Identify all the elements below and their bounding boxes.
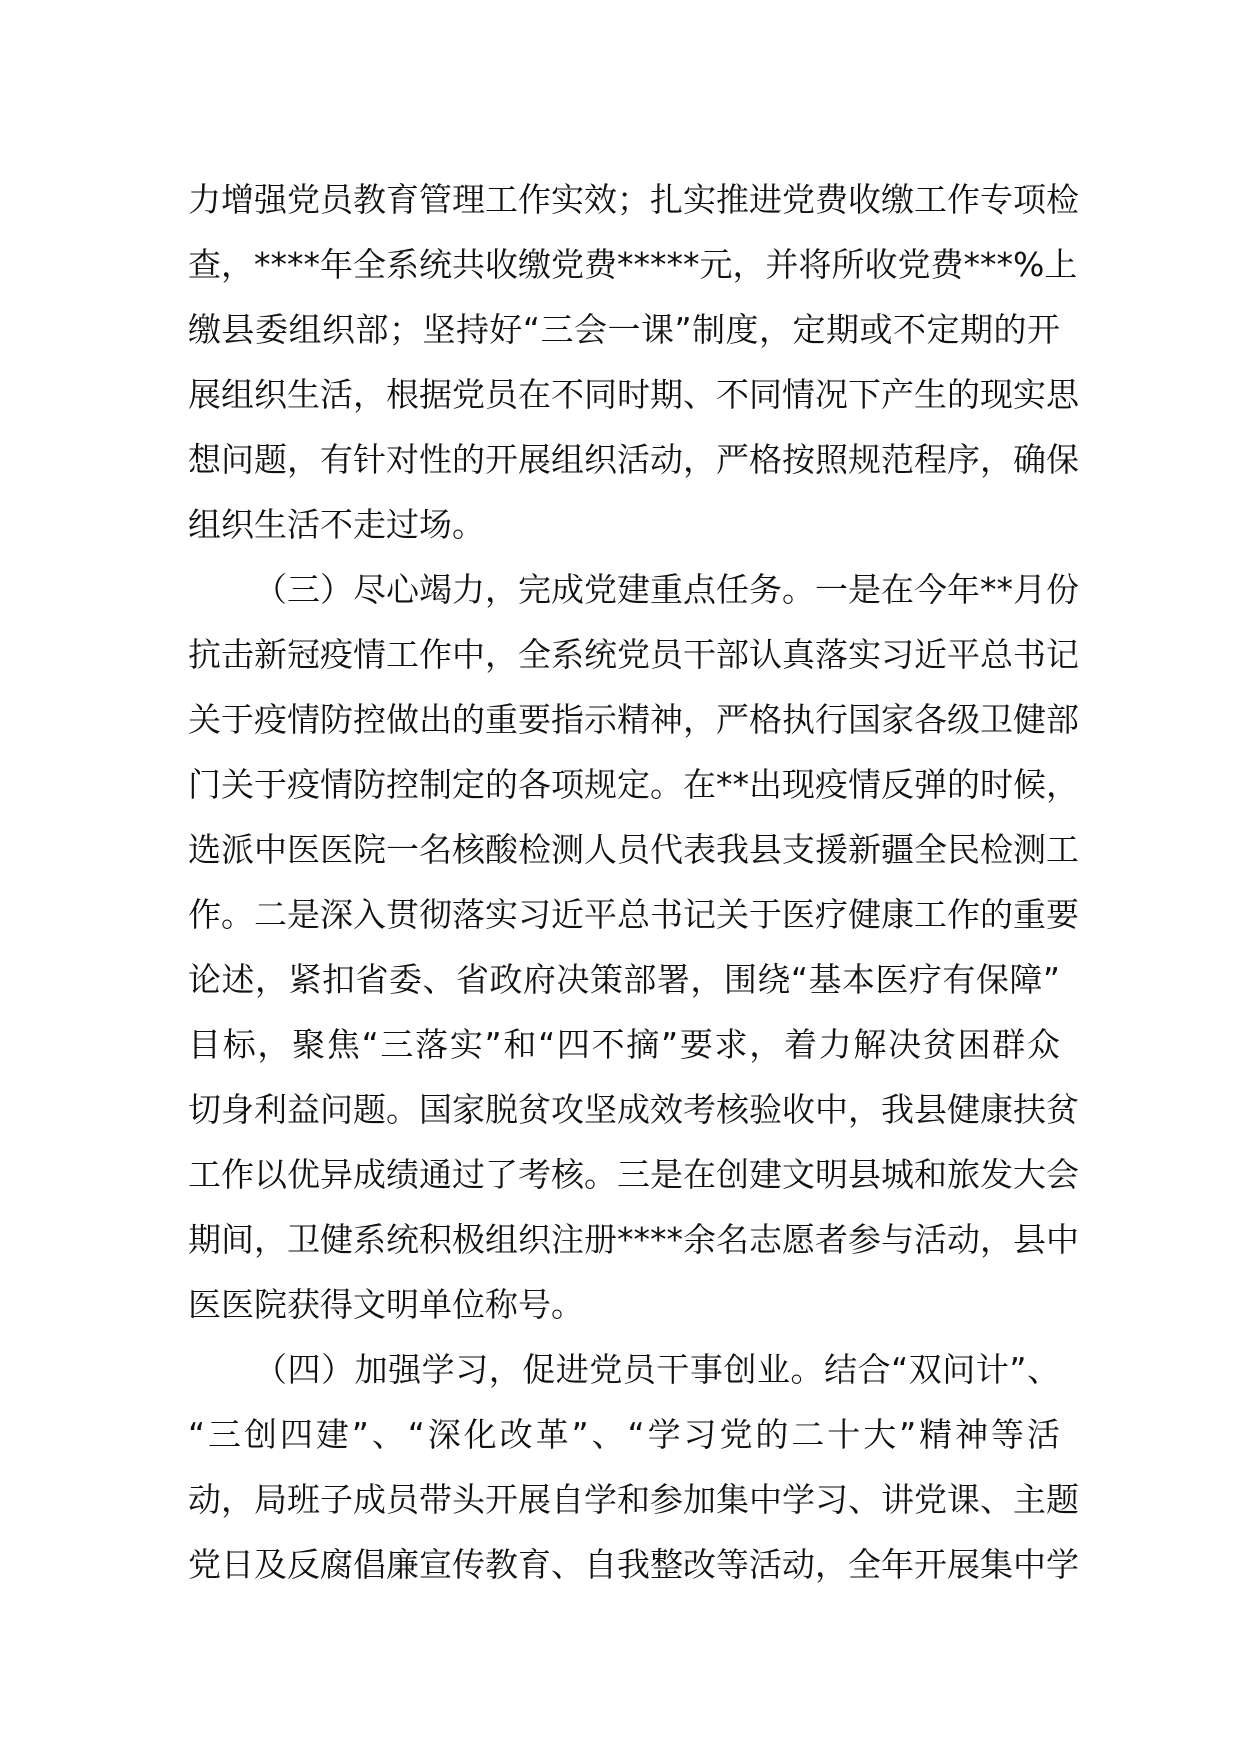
text-line: 动，局班子成员带头开展自学和参加集中学习、讲党课、主题: [188, 1480, 1079, 1519]
text-line: 工作以优异成绩通过了考核。三是在创建文明县城和旅发大会: [188, 1155, 1079, 1194]
text-line: 论述，紧扣省委、省政府决策部署，围绕“基本医疗有保障”: [188, 960, 1060, 999]
text-line: 切身利益问题。国家脱贫攻坚成效考核验收中，我县健康扶贫: [188, 1090, 1079, 1129]
text-line: 组织生活不走过场。: [188, 505, 485, 544]
text-line: 门关于疫情防控制定的各项规定。在**出现疫情反弹的时候，: [188, 765, 1079, 804]
text-line: 期间，卫健系统积极组织注册****余名志愿者参与活动，县中: [188, 1220, 1079, 1259]
text-line: 展组织生活，根据党员在不同时期、不同情况下产生的现实思: [188, 375, 1079, 414]
text-line: 查，****年全系统共收缴党费*****元，并将所收党费***%上: [188, 245, 1078, 284]
text-line: 想问题，有针对性的开展组织活动，严格按照规范程序，确保: [188, 440, 1079, 479]
text-line: 医医院获得文明单位称号。: [188, 1285, 584, 1324]
text-line: 作。二是深入贯彻落实习近平总书记关于医疗健康工作的重要: [188, 895, 1079, 934]
text-line: 选派中医医院一名核酸检测人员代表我县支援新疆全民检测工: [188, 830, 1079, 869]
section-heading-line: （三）尽心竭力，完成党建重点任务。一是在今年**月份: [254, 570, 1079, 609]
document-body: [188, 167, 1079, 1597]
section-heading-line: （四）加强学习，促进党员干事创业。结合“双问计”、: [254, 1350, 1060, 1389]
text-line: 目标，聚焦“三落实”和“四不摘”要求，着力解决贫困群众: [188, 1025, 1060, 1064]
text-line: “三创四建”、“深化改革”、“学习党的二十大”精神等活: [188, 1415, 1060, 1454]
text-line: 缴县委组织部；坚持好“三会一课”制度，定期或不定期的开: [188, 310, 1060, 349]
text-line: 力增强党员教育管理工作实效；扎实推进党费收缴工作专项检: [188, 180, 1079, 219]
text-line: 抗击新冠疫情工作中，全系统党员干部认真落实习近平总书记: [188, 635, 1079, 674]
text-line: 关于疫情防控做出的重要指示精神，严格执行国家各级卫健部: [188, 700, 1079, 739]
text-line: 党日及反腐倡廉宣传教育、自我整改等活动，全年开展集中学: [188, 1545, 1079, 1584]
